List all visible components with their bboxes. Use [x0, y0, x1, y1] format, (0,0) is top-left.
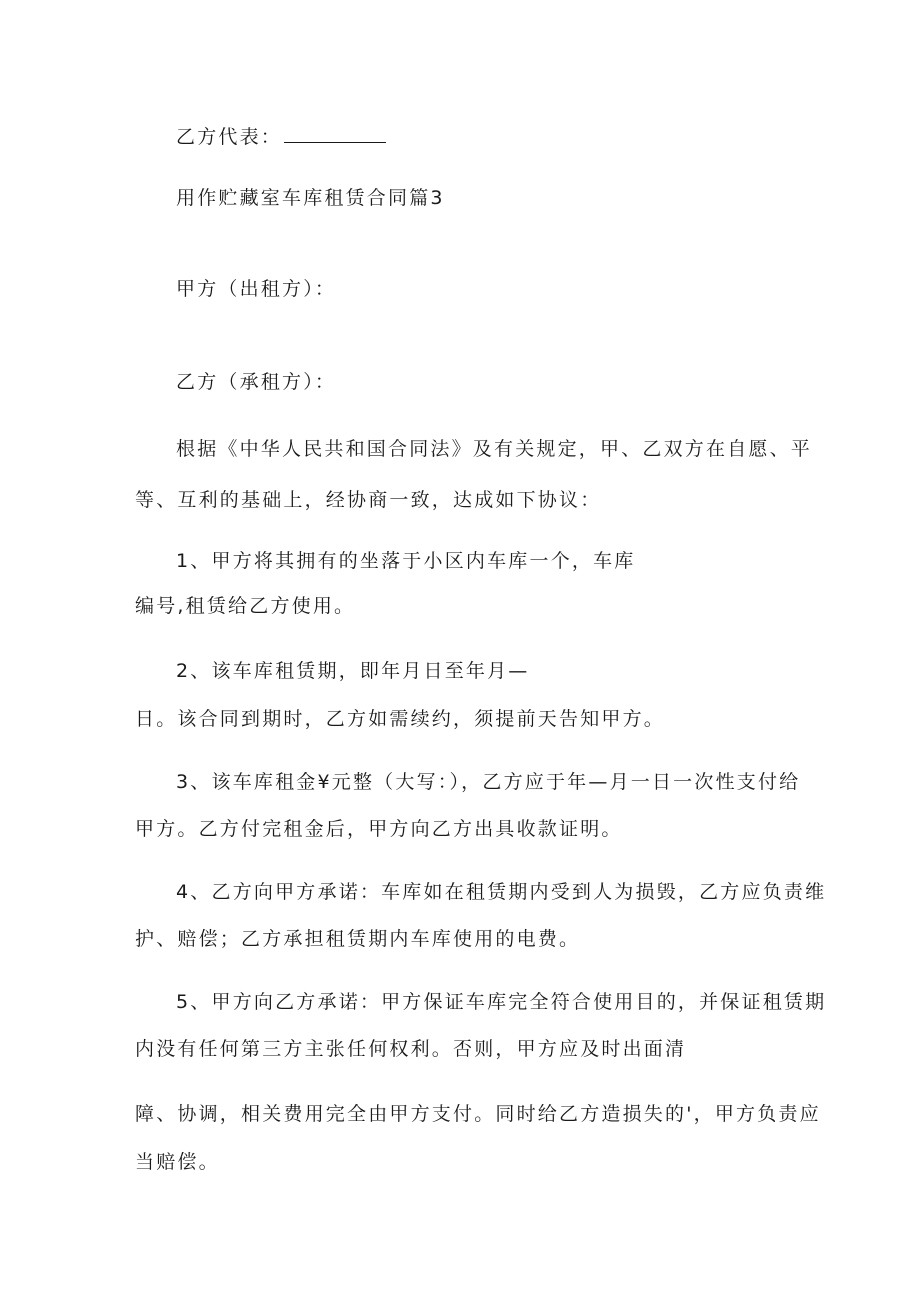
clause-4-line-2: 护、赔偿；乙方承担租赁期内车库使用的电费。 — [135, 928, 581, 950]
clause-5-line-3: 障、协调，相关费用完全由甲方支付。同时给乙方造损失的'，甲方负责应 — [135, 1103, 821, 1125]
clause-3-line-1: 3、该车库租金¥元整（大写：），乙方应于年—月一日一次性支付给 — [176, 771, 801, 793]
clause-1-line-2: 编号,租赁给乙方使用。 — [135, 595, 356, 617]
clause-5-line-1: 5、甲方向乙方承诺：甲方保证车库完全符合使用目的，并保证租赁期 — [176, 991, 827, 1013]
party-a-label: 甲方（出租方）： — [176, 278, 337, 300]
intro-line-1: 根据《中华人民共和国合同法》及有关规定，甲、乙双方在自愿、平 — [176, 438, 813, 460]
intro-line-2: 等、互利的基础上，经协商一致，达成如下协议： — [135, 489, 602, 511]
document-title: 用作贮藏室车库租赁合同篇3 — [176, 187, 445, 209]
clause-1-line-1: 1、甲方将其拥有的坐落于小区内车库一个，车库 — [176, 550, 636, 572]
party-b-representative-label: 乙方代表： — [176, 126, 283, 148]
signature-blank — [284, 128, 386, 143]
clause-3-line-2: 甲方。乙方付完租金后，甲方向乙方出具收款证明。 — [135, 818, 623, 840]
clause-5-line-2: 内没有任何第三方主张任何权利。否则，甲方应及时出面清 — [135, 1038, 687, 1060]
party-b-representative-line — [176, 125, 386, 149]
party-b-label: 乙方（承租方）： — [176, 371, 337, 393]
clause-2-line-2: 日。该合同到期时，乙方如需续约，须提前天告知甲方。 — [135, 708, 666, 730]
clause-2-line-1: 2、该车库租赁期，即年月日至年月— — [176, 660, 530, 682]
clause-4-line-1: 4、乙方向甲方承诺：车库如在租赁期内受到人为损毁，乙方应负责维 — [176, 881, 827, 903]
clause-5-line-4: 当赔偿。 — [135, 1151, 220, 1173]
